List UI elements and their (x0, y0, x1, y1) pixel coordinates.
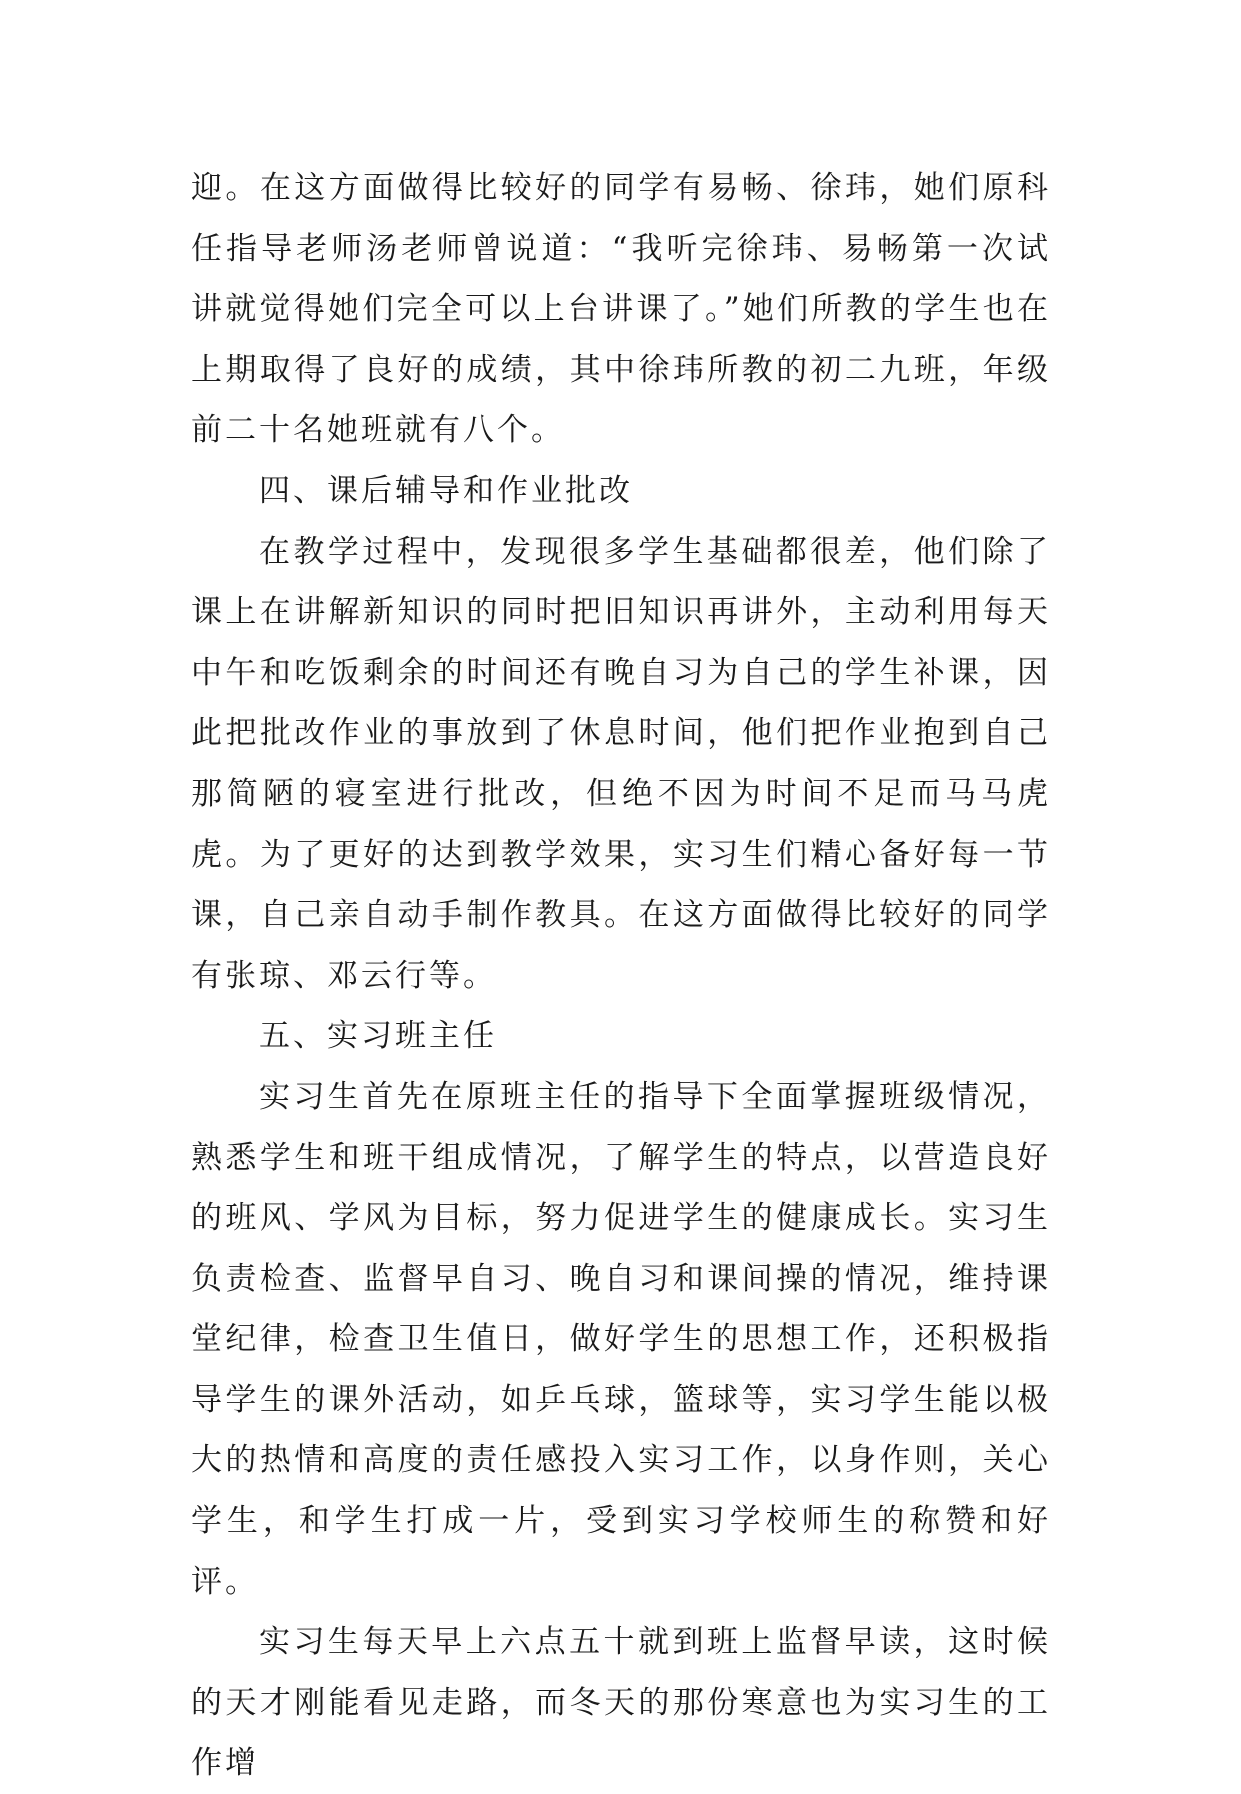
document-body (191, 158, 1051, 1794)
paragraph-class-management: 实习生首先在原班主任的指导下全面掌握班级情况，熟悉学生和班干组成情况，了解学生的特点，以营造良好的班风、学风为目标，努力促进学生的健康成长。实习生负责检查、监督早自习、晚自习和课间操的情况，维持课堂纪律，检查卫生值日，做好学生的思想工作，还积极指导学生的课外活动，如乒乓球，篮球等，实习学生能以极大的热情和高度的责任感投入实习工作，以身作则，关心学生，和学生打成一片，受到实习学校师生的称赞和好评。 (191, 1078, 1051, 1600)
section-heading-after-school-tutoring: 四、课后辅导和作业批改 (259, 472, 633, 509)
paragraph-tutoring-grading: 在教学过程中，发现很多学生基础都很差，他们除了课上在讲解新知识的同时把旧知识再讲外，主动利用每天中午和吃饭剩余的时间还有晚自习为自己的学生补课，因此把批改作业的事放到了休息时间，他们把作业抱到自己那简陋的寝室进行批改，但绝不因为时间不足而马马虎虎。为了更好的达到教学效果，实习生们精心备好每一节课，自己亲自动手制作教具。在这方面做得比较好的同学有张琼、邓云行等。 (191, 533, 1051, 994)
paragraph-morning-reading: 实习生每天早上六点五十就到班上监督早读，这时候的天才刚能看见走路，而冬天的那份寒意也为实习生的工作增 (191, 1624, 1051, 1782)
section-heading-intern-head-teacher: 五、实习班主任 (259, 1018, 497, 1055)
paragraph-continuation: 迎。在这方面做得比较好的同学有易畅、徐玮，她们原科任指导老师汤老师曾说道：“我听完徐玮、易畅第一次试讲就觉得她们完全可以上台讲课了。”她们所教的学生也在上期取得了良好的成绩，其中徐玮所教的初二九班，年级前二十名她班就有八个。 (191, 170, 1051, 449)
